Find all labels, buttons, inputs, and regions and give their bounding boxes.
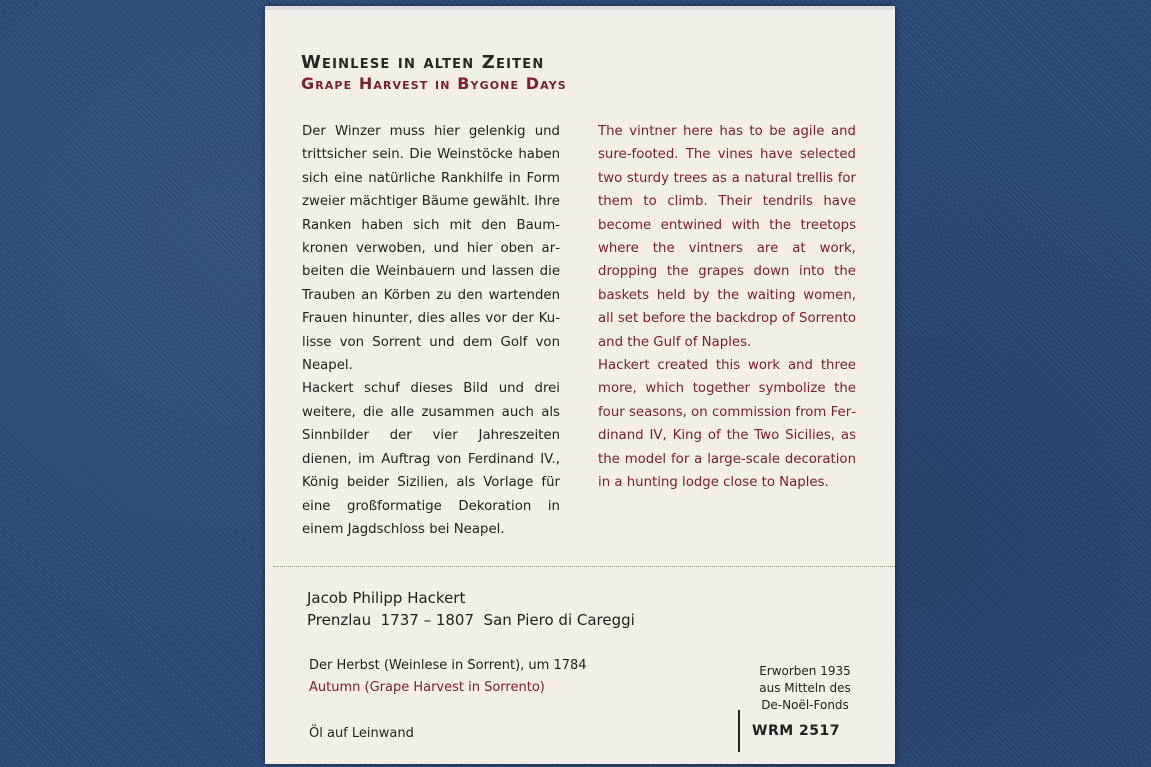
description-english-paragraph: The vintner here has to be agile and sure-footed. The vines have selected two sturdy trees as a natural trellis for them to climb. Their tendrils have become entwined with the treetops where the vintners are at work, dropping the grapes down into the baskets held by the waiting women, all set before the backdrop of Sorrento and the Gulf of Naples. xyxy=(598,124,856,350)
title-german: Weinlese in alten Zeiten xyxy=(301,52,545,73)
acquisition-line: aus Mitteln des xyxy=(759,681,851,695)
artist-life-dates: Prenzlau 1737 – 1807 San Piero di Careggi xyxy=(307,611,635,629)
artist-info xyxy=(307,587,635,631)
description-english xyxy=(598,120,856,495)
acquisition-line: De-Noël-Fonds xyxy=(761,698,849,712)
acquisition-note xyxy=(751,663,859,714)
description-german-paragraph: Hackert schuf dieses Bild und drei weitere, die alle zusammen auch als Sinnbilder der vier Jahreszeiten dienen, im Auftrag von Ferdinand IV., König beider Sizilien, als Vorlage für eine großformatige Dekoration in einem Jagdschloss bei Neapel. xyxy=(302,381,560,537)
artist-name: Jacob Philipp Hackert xyxy=(307,589,466,607)
dotted-divider xyxy=(273,566,895,567)
artwork-title-english: Autumn (Grape Harvest in Sorrento) xyxy=(309,680,545,695)
artwork-title-german: Der Herbst (Weinlese in Sorrent), um 1784 xyxy=(309,658,587,673)
acquisition-line: Erworben 1935 xyxy=(759,664,851,678)
inventory-divider xyxy=(738,710,740,752)
title-english: Grape Harvest in Bygone Days xyxy=(301,74,567,93)
inventory-number: WRM 2517 xyxy=(752,723,840,739)
museum-label-card xyxy=(265,6,895,764)
description-german-paragraph: Der Winzer muss hier gelenkig und trittsicher sein. Die Weinstöcke haben sich eine natürliche Rankhilfe in Form zweier mächtiger Bäume gewählt. Ihre Ranken haben sich mit den Baumkronen verwoben, und hier oben arbeiten die Weinbauern und lassen die Trauben an Körben zu den wartenden Frauen hinunter, dies alles vor der Kulisse von Sorrent und dem Golf von Neapel. xyxy=(302,124,560,374)
description-english-paragraph: Hackert created this work and three more, which together symbolize the four seasons, on commission from Ferdinand IV, King of the Two Sicilies, as the model for a large-scale decoration in a hunting lodge close to Naples. xyxy=(598,358,856,491)
artwork-medium: Öl auf Leinwand xyxy=(309,726,414,741)
description-german xyxy=(302,120,560,541)
